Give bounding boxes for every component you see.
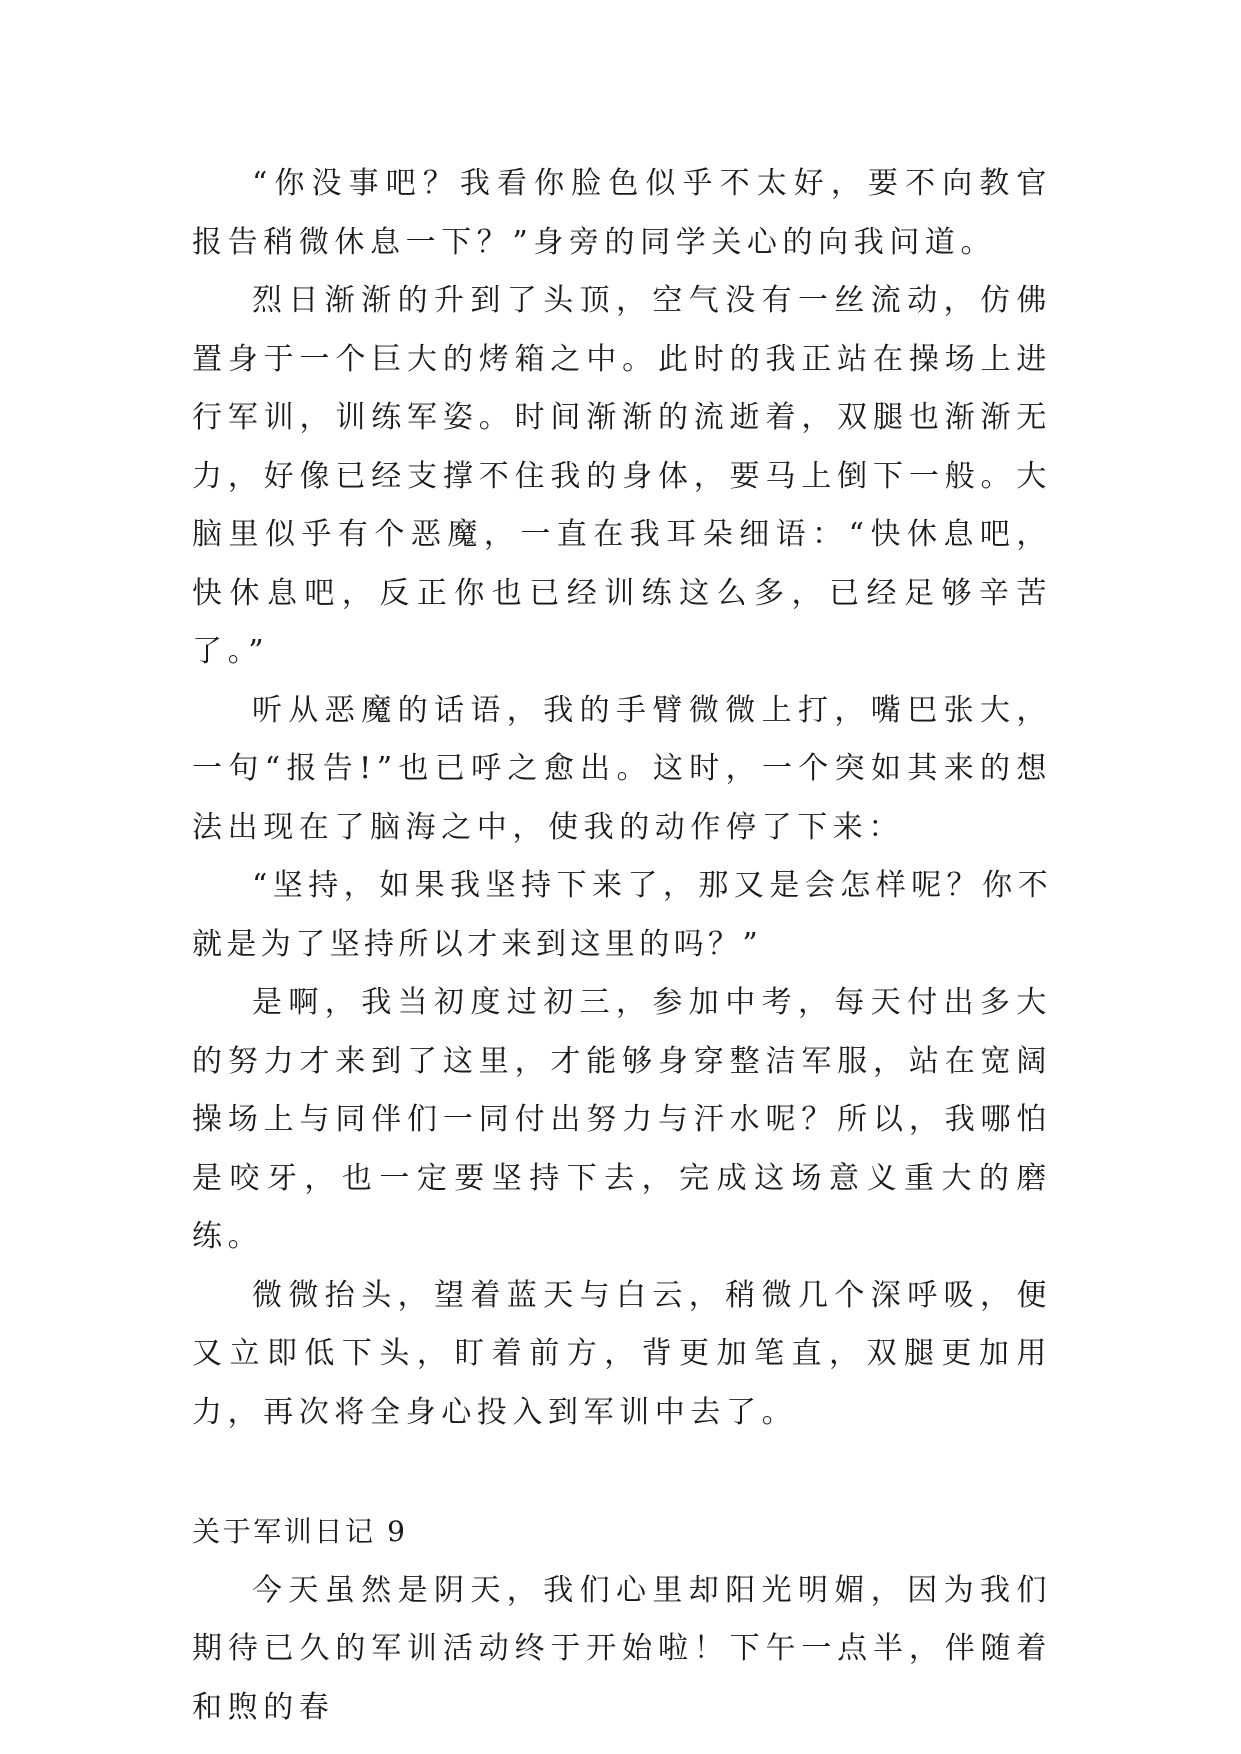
section-heading: 关于军训日记 9 <box>192 1515 408 1548</box>
document-body <box>192 155 1052 1737</box>
paragraph: “坚持，如果我坚持下来了，那又是会怎样呢？你不就是为了坚持所以才来到这里的吗？” <box>192 868 1052 962</box>
paragraph: 微微抬头，望着蓝天与白云，稍微几个深呼吸，便又立即低下头，盯着前方，背更加笔直，双腿更加用力，再次将全身心投入到军训中去了。 <box>192 1277 1052 1430</box>
paragraph: 听从恶魔的话语，我的手臂微微上打，嘴巴张大，一句“报告!”也已呼之愈出。这时，一个突如其来的想法出现在了脑海之中，使我的动作停了下来： <box>192 692 1052 845</box>
paragraph: “你没事吧？我看你脸色似乎不太好，要不向教官报告稍微休息一下？”身旁的同学关心的向我问道。 <box>192 166 1052 260</box>
paragraph: 今天虽然是阴天，我们心里却阳光明媚，因为我们期待已久的军训活动终于开始啦！下午一点半，伴随着和煦的春 <box>192 1572 1052 1725</box>
paragraph: 烈日渐渐的升到了头顶，空气没有一丝流动，仿佛置身于一个巨大的烤箱之中。此时的我正站在操场上进行军训，训练军姿。时间渐渐的流逝着，双腿也渐渐无力，好像已经支撑不住我的身体，要马上倒下一般。大脑里似乎有个恶魔，一直在我耳朵细语：“快休息吧，快休息吧，反正你也已经训练这么多，已经足够辛苦了。” <box>192 283 1052 669</box>
paragraph: 是啊，我当初度过初三，参加中考，每天付出多大的努力才来到了这里，才能够身穿整洁军服，站在宽阔操场上与同伴们一同付出努力与汗水呢？所以，我哪怕是咬牙，也一定要坚持下去，完成这场意义重大的磨练。 <box>192 985 1052 1254</box>
